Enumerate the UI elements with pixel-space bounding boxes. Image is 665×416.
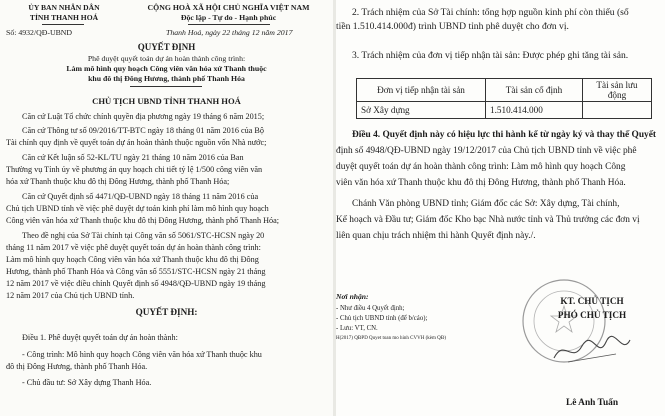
proposal-paragraph-line-5: 12 năm 2017 về việc điều chỉnh Quyết định số 4948/QĐ-UBND ngày 19 tháng bbox=[6, 279, 266, 288]
subject-underline bbox=[130, 86, 202, 87]
motto-underline bbox=[188, 24, 270, 25]
basis-paragraph-1: Căn cứ Luật Tổ chức chính quyền địa phương ngày 19 tháng 6 năm 2015; bbox=[22, 112, 265, 121]
basis-paragraph-3-line-2: Thường vụ Tỉnh ủy về phương án quy hoạch chi tiết tỷ lệ 1/500 công viên văn bbox=[6, 165, 263, 174]
agency-line-1: ỦY BAN NHÂN DÂN bbox=[28, 3, 100, 12]
proposal-paragraph-line-3: Làm mô hình quy hoạch Công viên văn hóa xứ Thanh thuộc khu đô thị Đông bbox=[6, 255, 259, 264]
article-1-bullet-1-line-2: đô thị Đông Hương, thành phố Thanh Hóa. bbox=[6, 362, 148, 371]
asset-table-cell-current bbox=[583, 102, 652, 119]
execution-line-2: Kế hoạch và Đầu tư; Giám đốc Kho bạc Nhà nước tỉnh và Thủ trưởng các đơn vị bbox=[336, 215, 640, 225]
document-date: Thanh Hoá, ngày 22 tháng 12 năm 2017 bbox=[166, 28, 293, 37]
issuing-authority: CHỦ TỊCH UBND TỈNH THANH HOÁ bbox=[92, 96, 241, 106]
subject-block bbox=[0, 54, 333, 84]
signer-name: Lê Anh Tuấn bbox=[565, 398, 619, 408]
basis-paragraph-4-line-2: Chủ tịch UBND tỉnh về việc phê duyệt dự toán kinh phí làm mô hình quy hoạch bbox=[6, 204, 269, 213]
recipient-item: - Như điều 4 Quyết định; bbox=[336, 305, 405, 312]
item-2-line-1: 2. Trách nhiệm của Sở Tài chính: tổng hợp nguồn kinh phí còn thiếu (số bbox=[352, 7, 629, 18]
signature-title-1: KT. CHỦ TỊCH bbox=[560, 296, 624, 306]
asset-table-header-row bbox=[357, 79, 652, 102]
basis-paragraph-2-line-1: Căn cứ Thông tư số 09/2016/TT-BTC ngày 18 tháng 01 năm 2016 của Bộ bbox=[22, 126, 264, 135]
document-type-heading: QUYẾT ĐỊNH bbox=[137, 42, 196, 52]
agency-underline bbox=[42, 24, 84, 25]
execution-line-1: Chánh Văn phòng UBND tỉnh; Giám đốc các Sở: Xây dựng, Tài chính, bbox=[352, 199, 620, 209]
asset-table-row bbox=[357, 102, 652, 119]
agency-line-2: TỈNH THANH HOÁ bbox=[29, 13, 99, 22]
article-1-bullet-2: - Chủ đầu tư: Sở Xây dựng Thanh Hóa. bbox=[22, 378, 152, 387]
recipients-list bbox=[336, 304, 446, 344]
document-number: Số: 4932/QĐ-UBND bbox=[6, 28, 73, 37]
decision-page-right bbox=[336, 0, 665, 416]
proposal-paragraph-line-6: 12 năm 2017 của Chủ tịch UBND tỉnh. bbox=[6, 291, 135, 300]
agency-name bbox=[4, 3, 124, 23]
item-2-line-2: tiền 1.510.414.000đ) trình UBND tỉnh phê duyệt cho đơn vị. bbox=[336, 21, 569, 32]
article-1-bullet-1-line-1: - Công trình: Mô hình quy hoạch Công viên văn hóa xứ Thanh thuộc khu bbox=[22, 350, 262, 359]
asset-table-header-fixed: Tài sản cố định bbox=[486, 79, 583, 102]
signature-title-2: PHÓ CHỦ TỊCH bbox=[557, 310, 627, 320]
article-1: Điều 1. Phê duyệt quyết toán dự án hoàn thành: bbox=[22, 333, 178, 342]
subject-line-1: Phê duyệt quyết toán dự án hoàn thành công trình: bbox=[87, 54, 246, 63]
proposal-paragraph-line-1: Theo đề nghị của Sở Tài chính tại Công văn số 5061/STC-HCSN ngày 20 bbox=[22, 231, 265, 240]
signature-block-title bbox=[532, 294, 652, 322]
basis-paragraph-4-line-3: Công viên văn hóa xứ Thanh thuộc khu đô thị Đông Hương, thành phố Thanh Hóa; bbox=[6, 216, 280, 225]
article-4-line-1 bbox=[352, 130, 656, 140]
article-4-line-2: định số 4948/QĐ-UBND ngày 19/12/2017 của Chủ tịch UBND tỉnh về việc phê bbox=[336, 146, 637, 156]
recipient-item: - Lưu: VT, CN. bbox=[336, 325, 378, 332]
recipient-item: - Chủ tịch UBND tỉnh (để b/cáo); bbox=[336, 315, 428, 322]
basis-paragraph-3-line-1: Căn cứ Kết luận số 52-KL/TU ngày 21 tháng 10 năm 2016 của Ban bbox=[22, 153, 244, 162]
handwritten-signature-icon bbox=[546, 330, 636, 370]
subject-line-3: khu đô thị Đông Hương, thành phố Thanh Hóa bbox=[88, 74, 245, 83]
article-4-line-3: duyệt quyết toán dự án hoàn thành công trình: Làm mô hình quy hoạch Công bbox=[336, 162, 626, 172]
asset-table-cell-unit: Sở Xây dựng bbox=[357, 102, 486, 119]
national-line-2: Độc lập - Tự do - Hạnh phúc bbox=[180, 13, 277, 22]
proposal-paragraph-line-2: tháng 11 năm 2017 về việc phê duyệt quyết toán dự án hoàn thành công trình: bbox=[6, 243, 261, 252]
basis-paragraph-3-line-3: hóa xứ Thanh thuộc khu đô thị Đông Hương, thành phố Thanh Hóa; bbox=[6, 177, 230, 186]
item-3: 3. Trách nhiệm của đơn vị tiếp nhận tài sản: Được phép ghi tăng tài sản. bbox=[352, 50, 629, 61]
asset-table-cell-fixed: 1.510.414.000 bbox=[486, 102, 583, 119]
proposal-paragraph-line-4: Hương, thành phố Thanh Hóa và Công văn số 5551/STC-HCSN ngày 21 tháng bbox=[6, 267, 266, 276]
recipient-file-code: H(2017) QĐPD Quyet toan mo hinh CVVH (kèm QĐ) bbox=[336, 336, 446, 341]
asset-table-header-unit: Đơn vị tiếp nhận tài sản bbox=[357, 79, 486, 102]
national-line-1: CỘNG HOÀ XÃ HỘI CHỦ NGHĨA VIỆT NAM bbox=[147, 3, 310, 12]
recipients-label: Nơi nhận: bbox=[336, 292, 369, 301]
national-header bbox=[126, 3, 331, 23]
decides-heading: QUYẾT ĐỊNH: bbox=[135, 307, 198, 317]
asset-table bbox=[356, 78, 652, 119]
execution-line-3: liên quan chịu trách nhiệm thi hành Quyết định này./. bbox=[336, 231, 536, 241]
article-4-line-4: viên văn hóa xứ Thanh thuộc khu đô thị Đông Hương, thành phố Thanh Hóa. bbox=[336, 178, 626, 188]
asset-table-header-current: Tài sản lưu động bbox=[583, 79, 652, 102]
article-4-text: Điều 4. Quyết định này có hiệu lực thi hành kể từ ngày ký và thay thế Quyết bbox=[352, 130, 657, 140]
subject-line-2: Làm mô hình quy hoạch Công viên văn hóa xứ Thanh thuộc bbox=[66, 64, 267, 73]
basis-paragraph-4-line-1: Căn cứ Quyết định số 4471/QĐ-UBND ngày 18 tháng 11 năm 2016 của bbox=[22, 192, 259, 201]
basis-paragraph-2-line-2: Tài chính quy định về quyết toán dự án hoàn thành thuộc nguồn vốn Nhà nước; bbox=[6, 138, 267, 147]
